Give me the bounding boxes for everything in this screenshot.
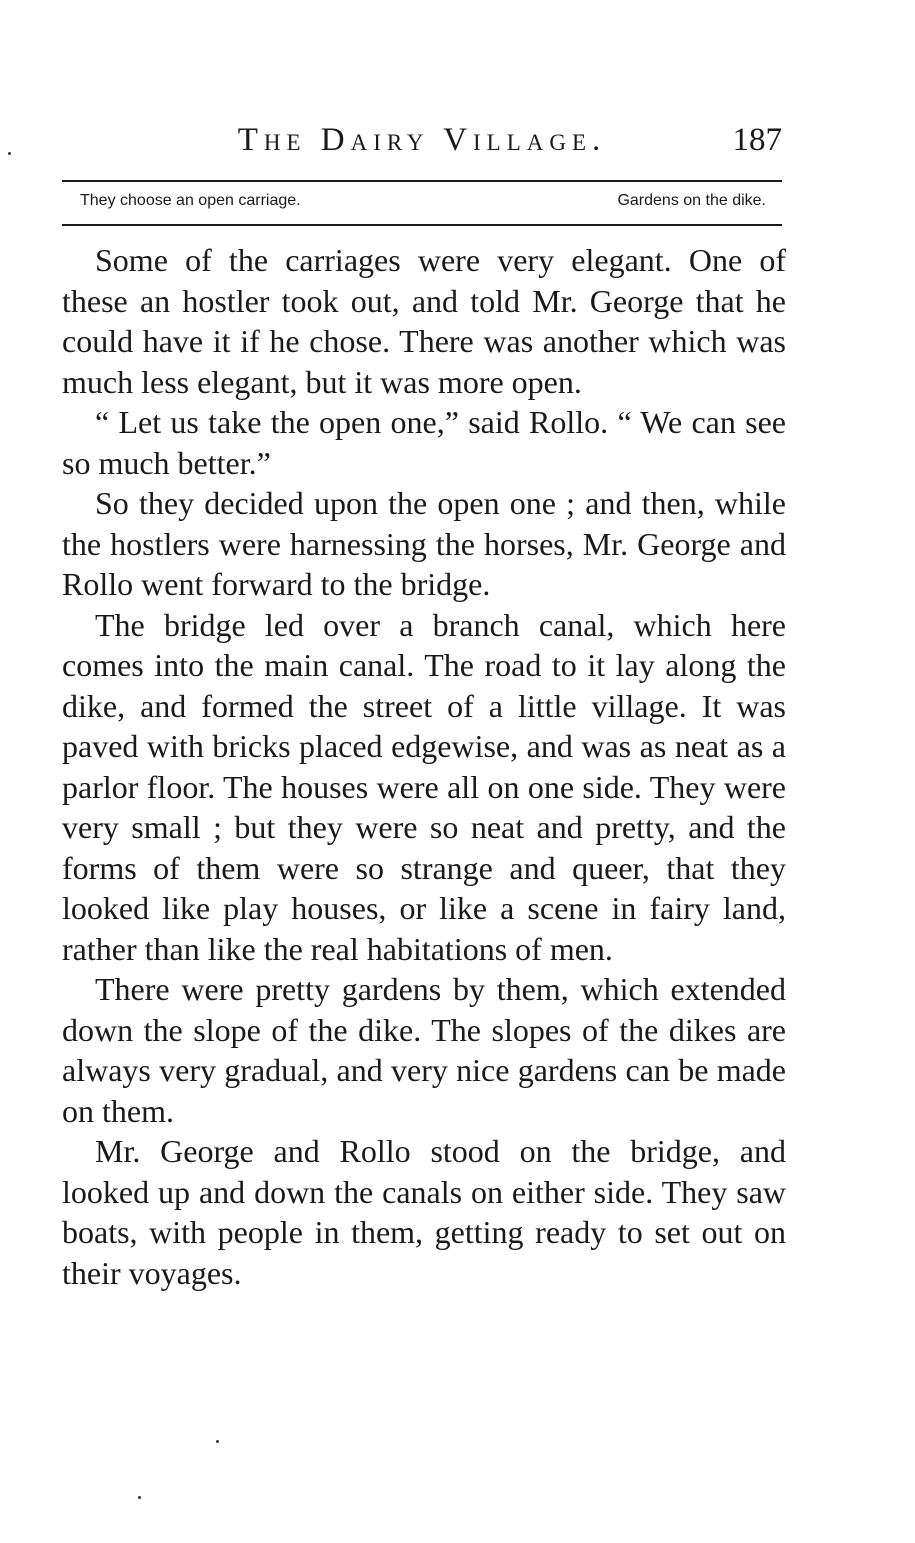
page-speck	[138, 1496, 141, 1499]
header-rule-bottom	[62, 224, 782, 226]
body-text	[62, 240, 786, 1293]
paragraph-2: “ Let us take the open one,” said Rollo. “ We can see so much better.”	[62, 404, 786, 481]
page-number: 187	[732, 122, 782, 158]
shoulder-note-right: Gardens on the dike.	[617, 192, 766, 209]
running-title: The Dairy Village.	[237, 122, 607, 158]
paragraph-4: The bridge led over a branch canal, which here comes into the main canal. The road to it lay along the dike, and formed the street of a little village. It was paved with bricks placed edgewise, and was as neat as a parlor floor. The houses were all on one side. They were very small ; but they were so neat and pretty, and the forms of them were so strange and queer, that they looked like play houses, or like a scene in fairy land, rather than like the real habitations of men.	[62, 606, 786, 967]
paragraph-3: So they decided upon the open one ; and then, while the hostlers were harnessing the horses, Mr. George and Rollo went forward to the bridge.	[62, 485, 786, 602]
shoulder-note-left: They choose an open carriage.	[80, 192, 301, 209]
page-speck	[216, 1440, 219, 1443]
paragraph-6: Mr. George and Rollo stood on the bridge, and looked up and down the canals on either side. They saw boats, with people in them, getting ready to set out on their voyages.	[62, 1133, 786, 1291]
running-head	[62, 120, 782, 164]
margin-speck	[8, 152, 11, 155]
paragraph-5: There were pretty gardens by them, which extended down the slope of the dike. The slopes of the dikes are always very gradual, and very nice gardens can be made on them.	[62, 971, 786, 1129]
paragraph-1: Some of the carriages were very elegant. One of these an hostler took out, and told Mr. George that he could have it if he chose. There was another which was much less elegant, but it was more open.	[62, 242, 786, 400]
header-rule-top	[62, 180, 782, 182]
